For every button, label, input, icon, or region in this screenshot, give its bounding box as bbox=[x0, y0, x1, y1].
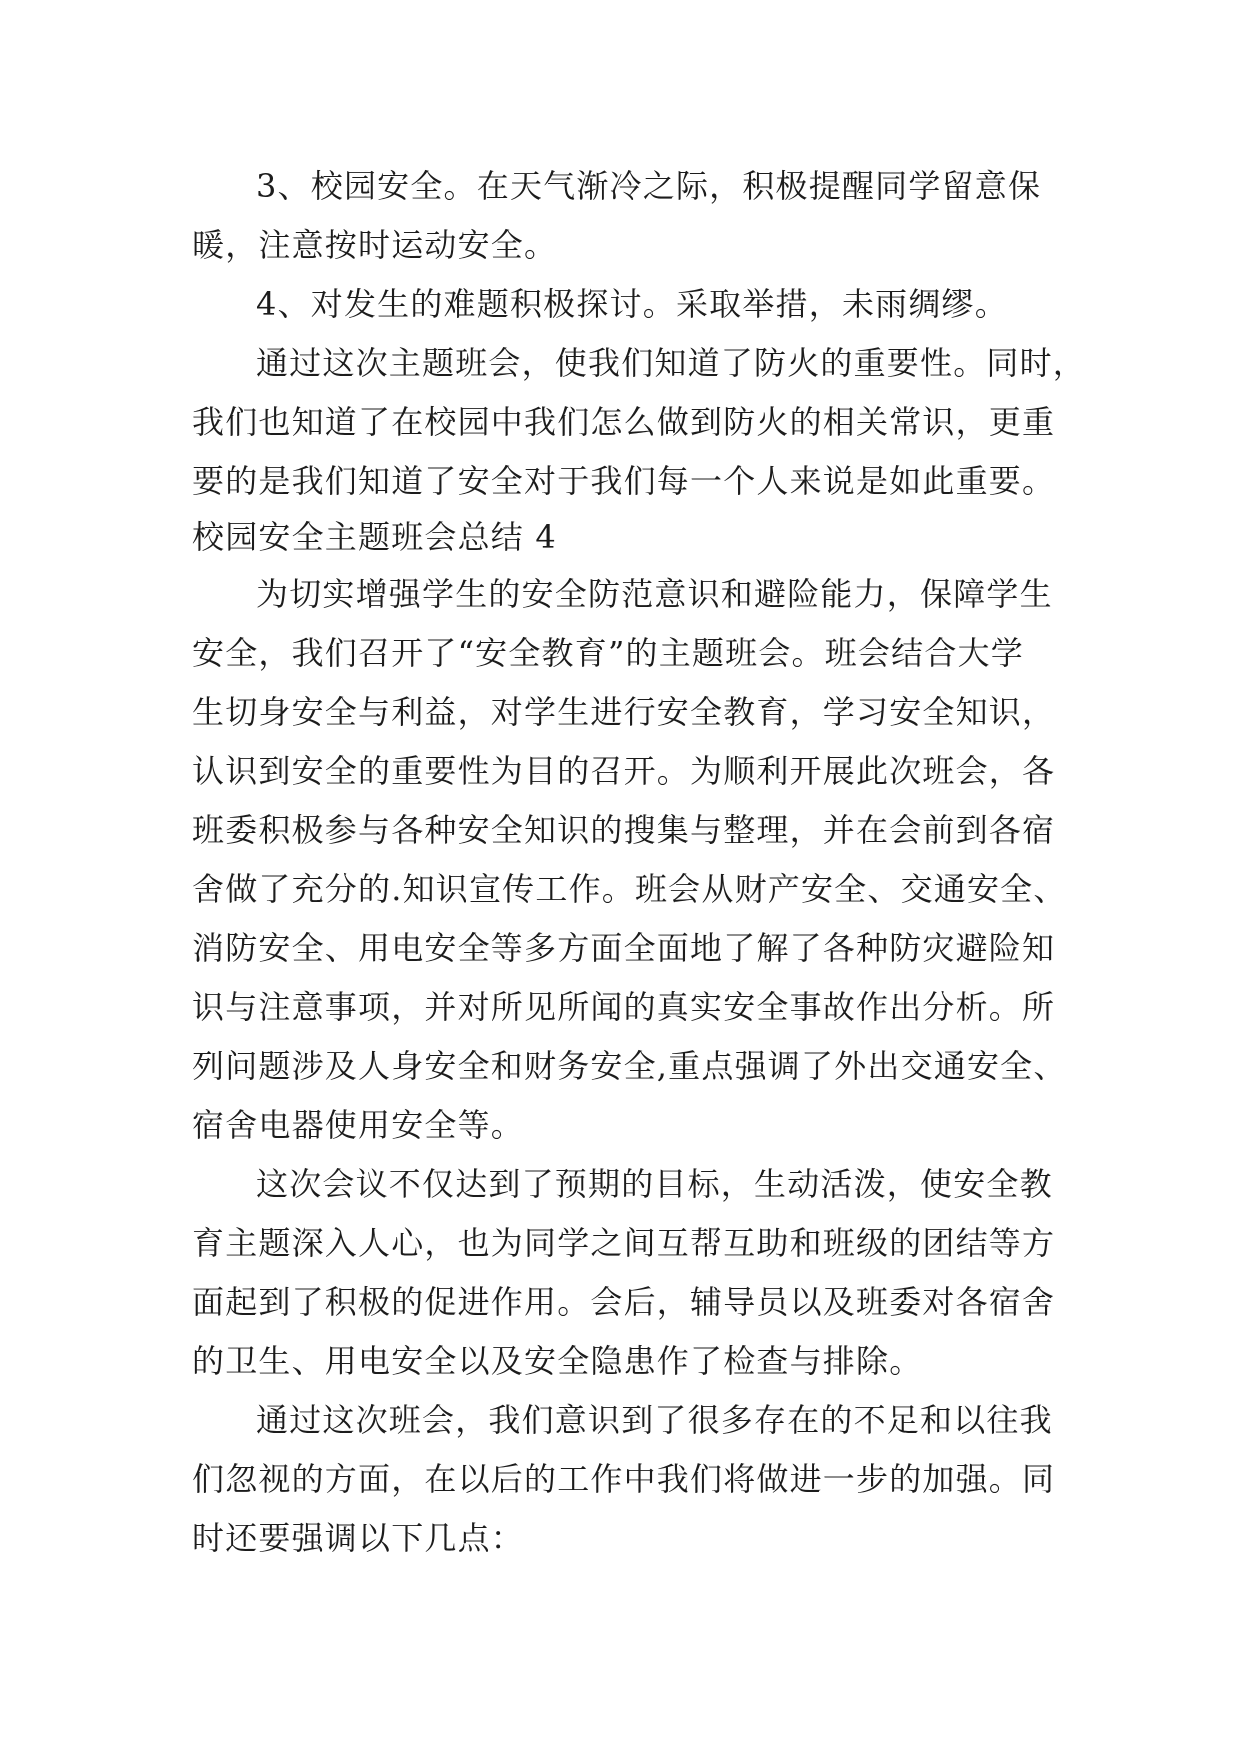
paragraph-line: 们忽视的方面，在以后的工作中我们将做进一步的加强。同 bbox=[192, 1460, 1056, 1498]
paragraph-line: 列问题涉及人身安全和财务安全,重点强调了外出交通安全、 bbox=[192, 1047, 1067, 1085]
paragraph-line: 3、校园安全。在天气渐冷之际，积极提醒同学留意保 bbox=[256, 167, 1042, 205]
paragraph-line: 面起到了积极的促进作用。会后，辅导员以及班委对各宿舍 bbox=[192, 1283, 1056, 1321]
paragraph-line: 4、对发生的难题积极探讨。采取举措，未雨绸缪。 bbox=[256, 285, 1008, 323]
paragraph-line: 宿舍电器使用安全等。 bbox=[192, 1106, 525, 1144]
paragraph-line: 育主题深入人心，也为同学之间互帮互助和班级的团结等方 bbox=[192, 1224, 1056, 1262]
paragraph-line: 要的是我们知道了安全对于我们每一个人来说是如此重要。 bbox=[192, 462, 1056, 500]
paragraph-line: 我们也知道了在校园中我们怎么做到防火的相关常识，更重 bbox=[192, 403, 1056, 441]
paragraph-line: 暖，注意按时运动安全。 bbox=[192, 226, 558, 264]
paragraph-line: 通过这次主题班会，使我们知道了防火的重要性。同时， bbox=[256, 344, 1087, 382]
paragraph-line: 班委积极参与各种安全知识的搜集与整理，并在会前到各宿 bbox=[192, 811, 1056, 849]
paragraph-line: 认识到安全的重要性为目的召开。为顺利开展此次班会，各 bbox=[192, 752, 1056, 790]
paragraph-line: 的卫生、用电安全以及安全隐患作了检查与排除。 bbox=[192, 1342, 923, 1380]
paragraph-line: 为切实增强学生的安全防范意识和避险能力，保障学生 bbox=[256, 575, 1053, 613]
paragraph-line: 舍做了充分的.知识宣传工作。班会从财产安全、交通安全、 bbox=[192, 870, 1067, 908]
paragraph-line: 时还要强调以下几点： bbox=[192, 1519, 525, 1557]
section-heading: 校园安全主题班会总结 4 bbox=[192, 518, 557, 556]
paragraph-line: 通过这次班会，我们意识到了很多存在的不足和以往我 bbox=[256, 1401, 1053, 1439]
paragraph-line: 安全，我们召开了“安全教育”的主题班会。班会结合大学 bbox=[192, 634, 1024, 672]
paragraph-line: 消防安全、用电安全等多方面全面地了解了各种防灾避险知 bbox=[192, 929, 1056, 967]
paragraph-line: 识与注意事项，并对所见所闻的真实安全事故作出分析。所 bbox=[192, 988, 1056, 1026]
paragraph-line: 生切身安全与利益，对学生进行安全教育，学习安全知识， bbox=[192, 693, 1056, 731]
paragraph-line: 这次会议不仅达到了预期的目标，生动活泼，使安全教 bbox=[256, 1165, 1053, 1203]
